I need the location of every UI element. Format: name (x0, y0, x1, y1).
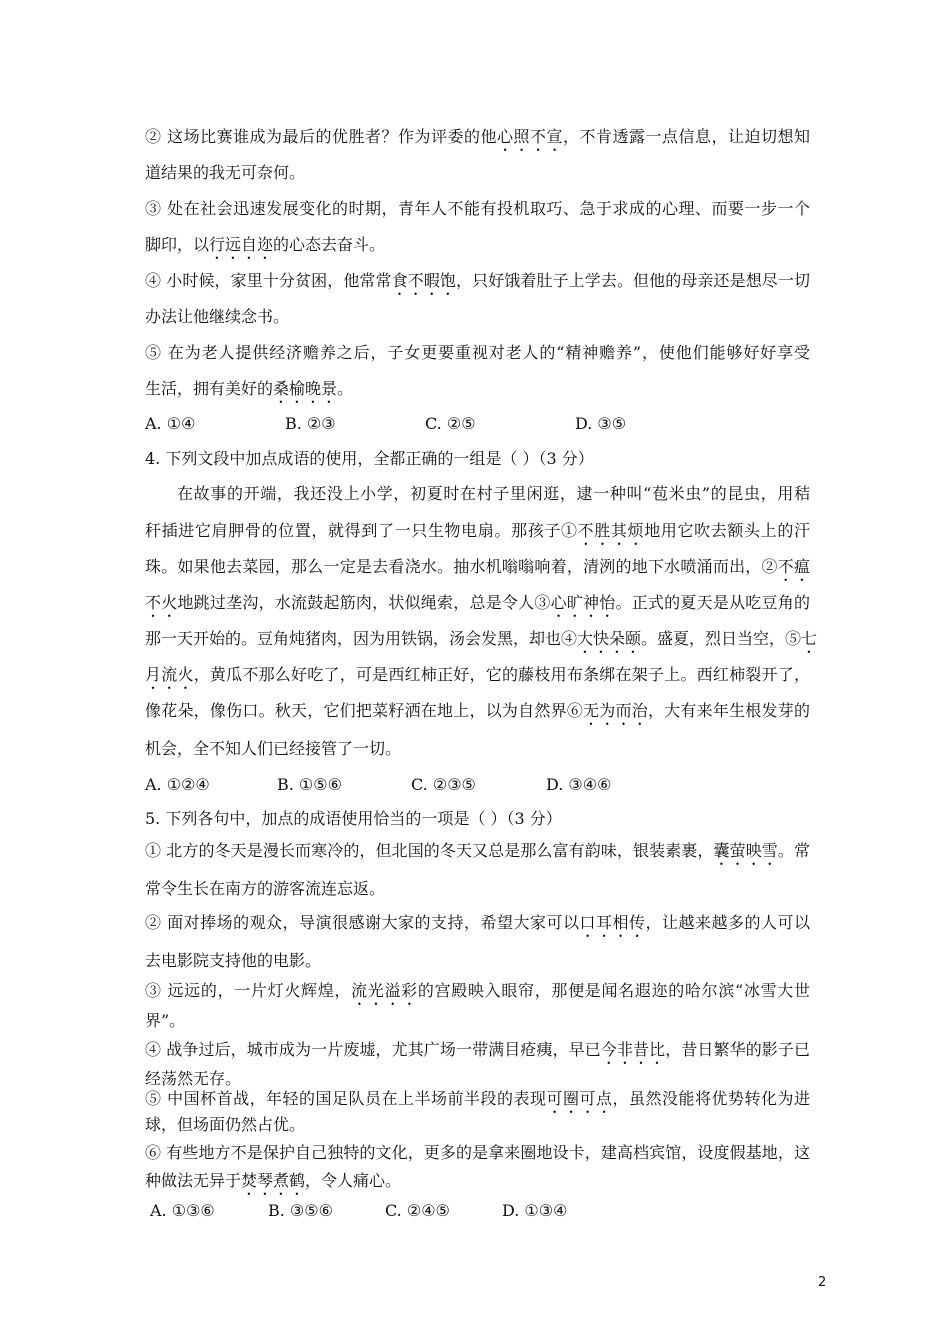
q5-item-1-line-2: 常令生长在南方的游客流连忘返。 (145, 879, 386, 898)
q4-options (145, 774, 810, 796)
q3-item-5-line-1: ⑤ 在为老人提供经济赡养之后，子女更要重视对老人的“精神赡养”，使他们能够好好享受 (145, 343, 810, 362)
idiom-dotted: 不胜其烦 (577, 521, 645, 540)
page-number: 2 (818, 1275, 827, 1290)
q3-item-3-line-1: ③ 处在社会迅速发展变化的时期，青年人不能有投机取巧、急于求成的心理、而要一步一个 (145, 199, 810, 218)
q4-para-line-8: 机会，全不知人们已经接管了一切。 (145, 739, 402, 758)
option-c: C. ②⑤ (425, 414, 476, 433)
idiom-dotted: 食不暇饱 (391, 271, 456, 290)
q5-item-3-line-1: ③ 远远的，一片灯火辉煌，流光溢彩的宫殿映入眼帘，那便是闻名遐迩的哈尔滨“冰雪大世 (145, 981, 810, 1000)
idiom-dotted: 行远自迩 (209, 235, 274, 254)
q5-item-3-line-2: 界”。 (145, 1011, 186, 1030)
idiom-dotted: 桑榆晚景 (273, 379, 338, 398)
q5-item-4-line-2: 经荡然无存。 (145, 1069, 242, 1088)
q3-item-5-line-2: 生活，拥有美好的桑榆晚景。 (145, 379, 354, 398)
q4-para-line-1: 在故事的开端，我还没上小学，初夏时在村子里闲逛，逮一种叫“苞米虫”的昆虫，用秸 (177, 484, 810, 503)
idiom-dotted: 不火 (145, 593, 178, 612)
q4-para-line-6: 月流火，黄瓜不那么好吃了，可是西红柿正好，它的藤枝用布条绑在架子上。西红柿裂开了， (145, 665, 810, 684)
idiom-dotted: 今非昔比 (600, 1040, 666, 1059)
q5-item-4-line-1: ④ 战争过后，城市成为一片废墟，尤其广场一带满目疮痍，早已今非昔比，昔日繁华的影子已 (145, 1040, 810, 1059)
q3-item-2-line-2: 道结果的我无可奈何。 (145, 163, 306, 182)
q3-item-3-line-2: 脚印，以行远自迩的心态去奋斗。 (145, 235, 386, 254)
q5-item-1-line-1: ① 北方的冬天是漫长而寒冷的，但北国的冬天又总是那么富有韵味，银装素裹，囊萤映雪。常 (145, 841, 810, 860)
q4-para-line-2: 秆插进它肩胛骨的位置，就得到了一只生物电扇。那孩子①不胜其烦地用它吹去额头上的汗 (145, 521, 810, 540)
q5-item-2-line-1: ② 面对捧场的观众，导演很感谢大家的支持，希望大家可以口耳相传，让越来越多的人可以 (145, 913, 810, 932)
q3-item-2-line-1: ② 这场比赛谁成为最后的优胜者？作为评委的他心照不宣，不肯透露一点信息，让迫切想知 (145, 127, 810, 146)
idiom-dotted: 不瘟 (777, 557, 810, 576)
idiom-dotted: 可圈可点 (546, 1089, 613, 1108)
q5-item-6-line-1: ⑥ 有些地方不是保护自己独特的文化，更多的是拿来圈地设卡，建高档宾馆，设度假基地，这 (145, 1143, 810, 1162)
idiom-dotted: 口耳相传 (579, 913, 646, 932)
q3-item-4-line-1: ④ 小时候，家里十分贫困，他常常食不暇饱，只好饿着肚子上学去。但他的母亲还是想尽一切 (145, 271, 810, 290)
q5-item-2-line-2: 去电影院支持他的电影。 (145, 951, 322, 970)
option-d: D. ③⑤ (575, 414, 627, 433)
q4-para-line-7: 像花朵，像伤口。秋天，它们把菜籽洒在地上，以为自然界⑥无为而治，大有来年生根发芽的 (145, 701, 810, 720)
option-d: D. ①③④ (502, 1201, 568, 1220)
q5-item-6-line-2: 种做法无异于焚琴煮鹤，令人痛心。 (145, 1171, 402, 1190)
idiom-dotted: 焚琴煮鹤 (241, 1171, 306, 1190)
option-a: A. ①④ (145, 414, 196, 433)
idiom-dotted: 七 (801, 629, 818, 648)
q3-options (145, 413, 810, 435)
idiom-dotted: 大快朵颐 (577, 629, 642, 648)
q5-options (150, 1200, 815, 1222)
option-b: B. ②③ (285, 414, 336, 433)
idiom-dotted: 囊萤映雪 (713, 841, 778, 860)
idiom-dotted: 无为而治 (583, 701, 648, 720)
idiom-dotted: 心照不宣 (497, 127, 564, 146)
idiom-dotted: 心旷神怡 (550, 593, 616, 612)
option-a: A. ①②④ (145, 775, 210, 794)
idiom-dotted: 流光溢彩 (351, 981, 418, 1000)
idiom-dotted: 月流火 (145, 665, 194, 684)
q4-para-line-3: 珠。如果他去菜园，那么一定是去看浇水。抽水机嗡嗡响着，清洌的地下水喷涌而出，②不瘟 (145, 557, 810, 576)
q5-title: 5. 下列各句中，加点的成语使用恰当的一项是（ ）（3 分） (145, 809, 562, 828)
q4-title: 4. 下列文段中加点成语的使用，全都正确的一组是（ ）（3 分） (145, 449, 594, 468)
option-c: C. ②④⑤ (385, 1201, 450, 1220)
option-b: B. ①⑤⑥ (277, 775, 342, 794)
q5-item-5-line-2: 球，但场面仍然占优。 (145, 1115, 306, 1134)
q3-item-4-line-2: 办法让他继续念书。 (145, 307, 290, 326)
option-c: C. ②③⑤ (411, 775, 476, 794)
option-a: A. ①③⑥ (150, 1201, 215, 1220)
option-d: D. ③④⑥ (546, 775, 612, 794)
q5-item-5-line-1: ⑤ 中国杯首战，年轻的国足队员在上半场前半段的表现可圈可点，虽然没能将优势转化为进 (145, 1089, 810, 1108)
option-b: B. ③⑤⑥ (268, 1201, 333, 1220)
q4-para-line-5: 那一天开始的。豆角炖猪肉，因为用铁锅，汤会发黑，却也④大快朵颐。盛夏，烈日当空，⑤七 (145, 629, 818, 648)
q4-para-line-4: 不火地跳过垄沟，水流鼓起筋肉，状似绳索，总是令人③心旷神怡。正式的夏天是从吃豆角的 (145, 593, 810, 612)
